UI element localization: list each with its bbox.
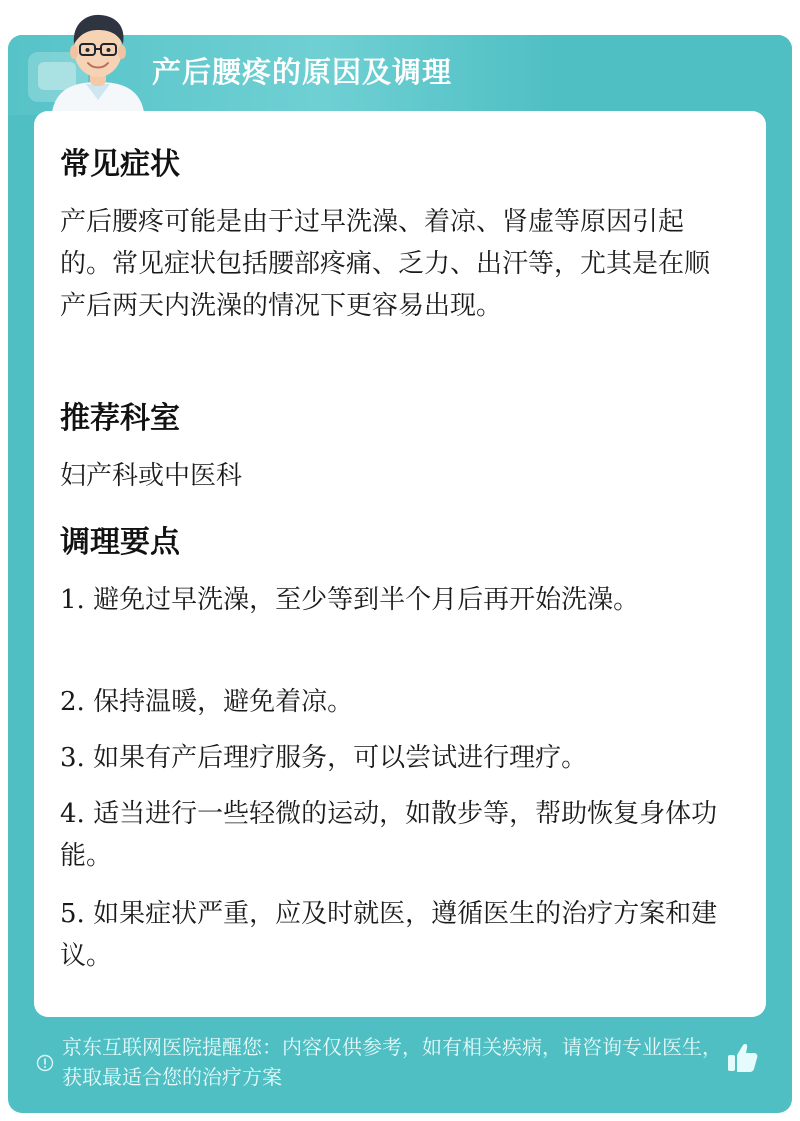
symptoms-body: 产后腰疼可能是由于过早洗澡、着凉、肾虚等原因引起的。常见症状包括腰部疼痛、乏力、出汗等，尤其是在顺产后两天内洗澡的情况下更容易出现。 — [60, 207, 711, 321]
care-item — [60, 893, 732, 977]
care-item — [60, 793, 732, 877]
care-item-text: 避免过早洗澡，至少等到半个月后再开始洗澡。 — [93, 585, 640, 615]
care-item-number: 5. — [60, 899, 85, 929]
care-item-text: 适当进行一些轻微的运动，如散步等，帮助恢复身体功能。 — [60, 799, 718, 871]
care-item-text: 保持温暖，避免着凉。 — [93, 687, 354, 717]
info-icon — [36, 1054, 54, 1072]
care-item-number: 4. — [60, 799, 85, 829]
care-item-text: 如果有产后理疗服务，可以尝试进行理疗。 — [93, 743, 588, 773]
disclaimer-text: 京东互联网医院提醒您：内容仅供参考，如有相关疾病，请咨询专业医生，获取最适合您的治疗方案 — [62, 1035, 722, 1089]
care-item — [60, 737, 732, 779]
care-item-text: 如果症状严重，应及时就医，遵循医生的治疗方案和建议。 — [60, 899, 718, 971]
care-item-number: 3. — [60, 743, 85, 773]
care-item-number: 1. — [60, 585, 85, 615]
care-item — [60, 579, 732, 621]
care-item-number: 2. — [60, 687, 85, 717]
thumbs-up-icon[interactable] — [724, 1040, 760, 1076]
doctor-avatar — [48, 4, 148, 112]
department-body: 妇产科或中医科 — [60, 461, 243, 491]
disclaimer-footer — [36, 1032, 726, 1102]
page-title: 产后腰疼的原因及调理 — [152, 55, 453, 89]
care-item — [60, 681, 732, 723]
department-heading: 推荐科室 — [60, 401, 180, 436]
content-card — [34, 111, 766, 1017]
care-heading: 调理要点 — [60, 525, 180, 560]
symptoms-heading: 常见症状 — [60, 147, 180, 182]
